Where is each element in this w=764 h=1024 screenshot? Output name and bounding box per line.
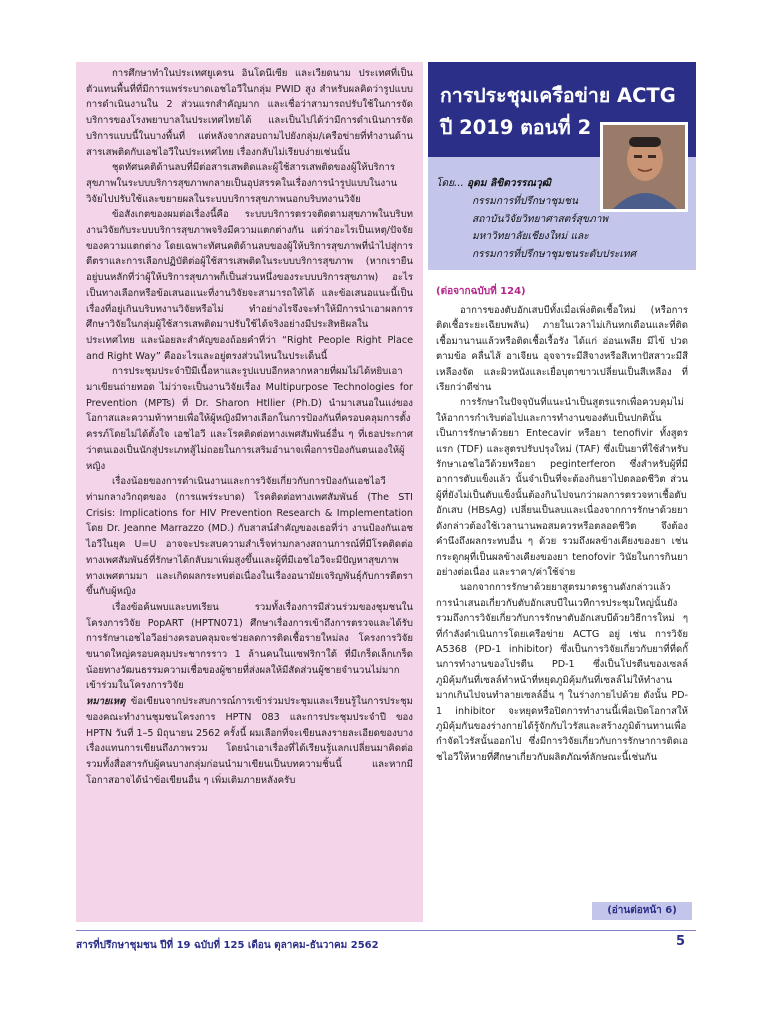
footer-publication: สารที่ปรึกษาชุมชน ปีที่ 19 ฉบับที่ 125 เดือน ตุลาคม-ธันวาคม 2562 — [76, 940, 379, 951]
right-paragraph-2: การรักษาในปัจจุบันที่แนะนำเป็นสูตรแรกเพื่อควบคุมไม่ให้อาการกำเริบต่อไปและการทำงานของตับเป็นปกตินั้นเป็นการรักษาด้วยยา Entecavir หรือยา tenofivir ทั้งสูตรแรก (TDF) และสูตรปรับปรุงใหม่ (TAF) ซึ่งเป็นยาที่ใช้สำหรับรักษาเอชไอวีด้วยหรือยา peginterferon ซึ่งสำหรับผู้ที่มีอาการตับแข็งแล้ว นั้นจำเป็นที่จะต้องกินยาไปตลอดชีวิต ส่วนผู้ที่ยังไม่เป็นตับแข็งนั้นต้องกินไปจนกว่าผลการตรวจหาเชื้อตับอักเสบ (HBsAg) เปลี่ยนเป็นลบและเนื่องจากการรักษาด้วยยาดังกล่าวต้องใช้เวลานานพอสมควรหรือตลอดชีวิต จึงต้องคำนึงถึงผลกระทบอื่น ๆ ด้วย รวมถึงผลข้างเคียงของยา เช่น กระดูกผุที่เป็นผลข้างเคียงของยา tenofovir วินัยในการกินยาอย่างต่อเนื่อง และราคา/ค่าใช้จ่าย — [436, 397, 688, 578]
closing-note-text: ข้อเขียนจากประสบการณ์การเข้าร่วมประชุมและเรียนรู้ในการประชุมของคณะทำงานชุมชนโครงการ HPTN 083 และการประชุมประจำปี ของ HPTN วันที่ 1–5 มิถุนายน 2562 ครั้งนี้ ผมเลือกที่จะเขียนลงรายละเอียดของบางเรื่องแทนการเขียนถึงภาพรวม โดยนำเอาเรื่องที่ได้เรียนรู้แลกเปลี่ยนมาคิดต่อรวมทั้งสื่อสารกับผู้คนบางกลุ่มก่อนนำมาเขียนเป็นบทความชิ้นนี้ และหากมีโอกาสอาจได้นำข้อเขียนอื่น ๆ เพิ่มเติมภายหลังครับ — [86, 696, 413, 786]
footer-divider — [76, 930, 696, 931]
author-photo — [600, 122, 688, 212]
continue-on-page-label: (อ่านต่อหน้า 6) — [592, 902, 692, 920]
author-portrait-icon — [603, 125, 685, 209]
author-role-2: สถาบันวิจัยวิทยาศาสตร์สุขภาพ — [472, 213, 609, 225]
left-paragraph-6: เรื่องข้อค้นพบและบทเรียน รวมทั้งเรื่องการมีส่วนร่วมของชุมชนในโครงการวิจัย PopART (HPTN071) ศึกษาเรื่องการเข้าถึงการตรวจและได้รับการรักษาเอชไอวีอย่างครอบคลุมจะช่วยลดการติดเชื้อรายใหม่ลง โครงการวิจัยขนาดใหญ่ครอบคลุมประชากรราว 1 ล้านคนในแซฟริกาใต้ ที่มีเกร็ดเล็กเกร็ดน้อยทางวัฒนธรรมความเชื่อของผู้ชายที่ส่งผลให้มีสัดส่วนผู้ชายจำนวนไม่มากเข้าร่วมในโครงการวิจัย — [86, 601, 413, 692]
right-paragraph-1: อาการของตับอักเสบบีทั้งเมื่อเพิ่งติดเชื้อใหม่ (หรือการติดเชื้อระยะเฉียบพลัน) ภายในเวลาไม่เกินหกเดือนและที่ติดเชื้อมานานแล้วหรือติดเชื้อเรื้อรัง ได้แก่ อ่อนเพลีย มีไข้ ปวดตามข้อ คลื่นไส้ อาเจียน อุจจาระมีสีจางหรือสีเทาปัสสาวะมีสีเหลืองจัด และผิวหนังและเยื่อบุตาขาวเปลี่ยนเป็นสีเหลือง ที่เรียกว่าดีซ่าน — [436, 305, 688, 394]
left-paragraph-5: เรื่องน้อยของการดำเนินงานและการวิจัยเกี่ยวกับการป้องกันเอชไอวีท่ามกลางวิกฤตของ (การแพร่ระบาด) โรคติดต่อทางเพศสัมพันธ์ (The STI Crisis: Implications for HIV Prevention Research & Implementation โดย Dr. Jeanne Marrazzo (MD.) กับสาสน์สำคัญของเธอที่ว่า งานป้องกันเอชไอวีในยุค U=U อาจจะประสบความสำเร็จท่ามกลางสถานการณ์ที่มีโรคติดต่อทางเพศสัมพันธ์ที่รักษาได้กลับมาเพิ่มสูงขึ้นและผู้ที่มีเอชไอวีจะมีปัญหาสุขภาพทางเพศตามมา และเกิดผลกระทบต่อเนื่องในเรื่องอนามัยเจริญพันธุ์กับการตีตราขึ้นกับผู้หญิง — [86, 476, 413, 598]
closing-note-lead: หมายเหตุ — [86, 696, 126, 708]
author-by-label: โดย... — [436, 178, 464, 189]
left-paragraph-4: การประชุมประจำปีมีเนื้อหาและรูปแบบอีกหลากหลายที่ผมไม่ได้หยิบเอามาเขียนถ่ายทอด ไม่ว่าจะเป็นงานวิจัยเรื่อง Multipurpose Technologies for Prevention (MPTs) ที่ Dr. Sharon Htllier (Ph.D) นำมาเสนอในแง่ของโอกาสและความท้าทายเพื่อให้ผู้หญิงมีทางเลือกในการป้องกันที่ครอบคลุมการตั้งครรภ์โดยไม่ได้ตั้งใจ เอชไอวี และโรคติดต่อทางเพศสัมพันธ์อื่น ๆ ที่เธอประกาศว่าตนเองเป็นนักสู่ประเภทสู้ไม่ถอยในการเสริมอำนาจเพื่อการป้องกันตนเองให้ผู้หญิง — [86, 366, 413, 472]
page-number: 5 — [676, 934, 686, 949]
left-paragraph-1: การศึกษาทำในประเทศยูเครน อินโดนีเซีย และเวียดนาม ประเทศที่เป็นตัวแทนพื้นที่ที่มีการแพร่ระบาดเอชไอวีในกลุ่ม PWID สูง สำหรับผลคิดว่ารูปแบบการดำเนินงานใน 2 ส่วนแรกสำคัญมาก และเชื่อว่าสามารถปรับใช้ในการจัดบริการของโรงพยาบาลในประเทศไทยได้ และเป็นไปได้ว่ามีการดำเนินการจัดบริการแบบนี้ในบางพื้นที่ แต่หลังจากสอบถามไปยังกลุ่ม/เครือข่ายที่ทำงานด้านสารเสพติดกับเอชไอวีในประเทศไทย เรื่องกลับไม่เรียบง่ายเช่นนั้น — [86, 68, 413, 158]
author-role-3: มหาวิทยาลัยเชียงใหม่ และ — [472, 231, 589, 243]
left-paragraph-3: ข้อสังเกตของผมต่อเรื่องนี้คือ ระบบบริการตรวจติดตามสุขภาพในบริบทงานวิจัยกับระบบบริการสุขภาพจริงมีความแตกต่างกัน แต่ว่าอะไรเป็นเหตุ/ปัจจัยของความแตกต่าง โดยเฉพาะทัศนคติด้านลบของผู้ให้บริการสุขภาพที่นำไปสู่การตีตราและการเลือกปฏิบัติต่อผู้ใช้สารเสพติดในระบบบริการสุขภาพ (หากเรายืนอยู่บนหลักที่ว่าผู้ให้บริการสุขภาพก็เป็นส่วนหนึ่งของระบบบริการสุขภาพ) อะไรเป็นทางเลือกหรือข้อเสนอแนะที่งานวิจัยจะสามารถให้ได้ และข้อเสนอแนะนี้เป็นเรื่องที่อยู่เกินบริบทงานวิจัยหรือไม่ ทำอย่างไรจึงจะทำให้มีการนำเอาผลการศึกษาวิจัยในกลุ่มผู้ใช้สารเสพติดมาปรับใช้ได้จริงอย่างมีประสิทธิผลในประเทศไทย และน้อยละสำคัญของถ้อยคำที่ว่า “Right People Right Place and Right Way” คืออะไรและอยู่ตรงส่วนไหนในประเด็นนี้ — [86, 209, 413, 362]
closing-note — [86, 694, 413, 788]
author-role-4: กรรมการที่ปรึกษาชุมชนระดับประเทศ — [472, 249, 637, 261]
continued-from-label: (ต่อจากฉบับที่ 124) — [436, 286, 526, 297]
left-column — [76, 62, 423, 922]
article-title-line-1: การประชุมเครือข่าย ACTG — [440, 84, 676, 107]
article-title-line-2: ปี 2019 ตอนที่ 2 — [440, 116, 592, 139]
right-column — [428, 278, 696, 898]
right-paragraph-3: นอกจากการรักษาด้วยยาสูตรมาตรฐานดังกล่าวแล้ว การนำเสนอเกี่ยวกับตับอักเสบบีในเวทีการประชุมใหญ่นั้นยังรวมถึงการวิจัยเกี่ยวกับการรักษาตับอักเสบบีด้วยวิธีการใหม่ ๆ ที่กำลังดำเนินการโดยเครือข่าย ACTG อยู่ เช่น การวิจัย A5368 (PD-1 inhibitor) ซึ่งเป็นการวิจัยเกี่ยวกับยาที่ที่ดกั้นการทำงานของโปรตีน PD-1 ซึ่งเป็นโปรตีนของเซลล์ภูมิคุ้มกันที่เซลล์ทำหน้าที่หยุดภูมิคุ้มกันที่เซลล์ไม่ให้ทำงานมากเกินไปจนทำลายเซลล์อื่น ๆ ในร่างกายไปด้วย ดังนั้น PD-1 inhibitor จะหยุดหรือปิดการทำงานนี้เพื่อเปิดโอกาสให้ภูมิคุ้มกันของร่างกายได้รู้จักกับไวรัสและสร้างภูมิต้านทานเพื่อกำจัดไวรัสนั้นออกไป ซึ่งมีการวิจัยเกี่ยวกับการรักษาการติดเอชไอวีให้หายที่ศึกษาเกี่ยวกับผลิตภัณฑ์ลักษณะนี้เช่นกัน — [436, 582, 688, 763]
author-role-1: กรรมการที่ปรึกษาชุมชน — [472, 195, 578, 207]
author-name: อุดม ลิขิตวรรณวุฒิ — [467, 178, 551, 189]
left-paragraph-2: ชุดทัศนคติด้านลบที่มีต่อสารเสพติดและผู้ใช้สารเสพติดของผู้ให้บริการสุขภาพในระบบบริการสุขภาพกลายเป็นอุปสรรคในเรื่องการนำรูปแบบในงานวิจัยไปปรับใช้และขยายผลในระบบบริการสุขภาพนอกบริบทงานวิจัย — [86, 162, 398, 205]
